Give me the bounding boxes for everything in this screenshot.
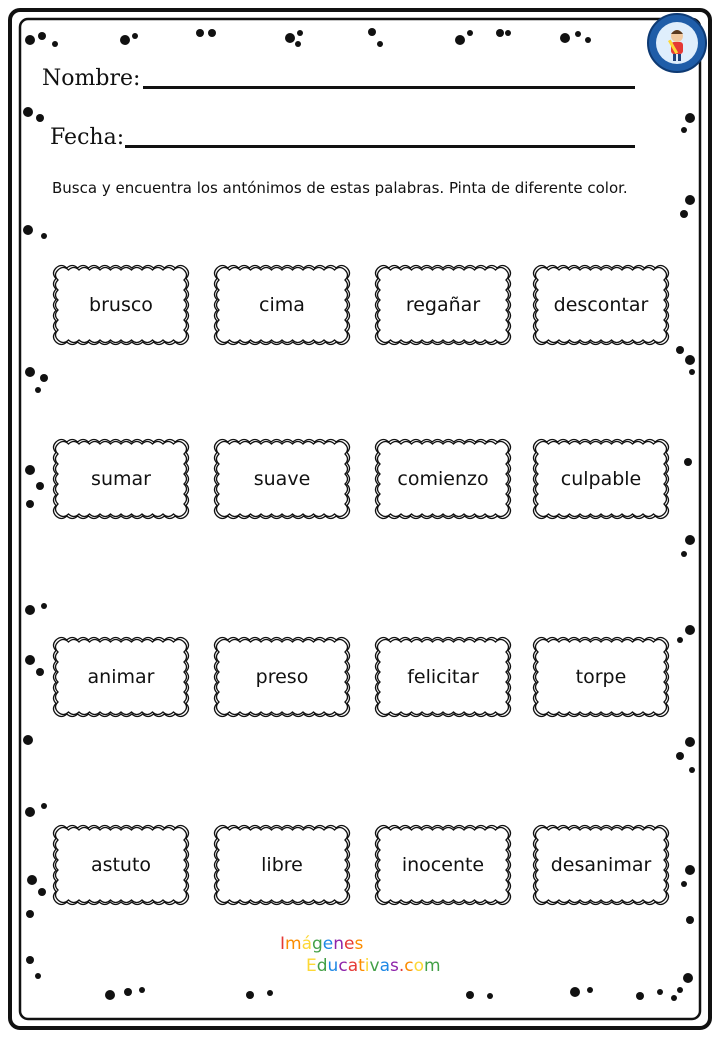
name-label: Nombre: [42, 66, 141, 91]
word-card[interactable] [50, 822, 192, 908]
instructions-text: Busca y encuentra los antónimos de estas palabras. Pinta de diferente color. [52, 179, 628, 197]
word-card[interactable] [50, 634, 192, 720]
brand-line-1: Imágenes [280, 934, 364, 954]
word-label: preso [255, 666, 309, 688]
brand-logo-text [280, 933, 480, 977]
word-card[interactable] [50, 262, 192, 348]
word-label: regañar [405, 294, 481, 316]
word-label: cima [259, 294, 305, 316]
word-label: astuto [90, 854, 152, 876]
word-label: comienzo [397, 468, 489, 490]
word-card[interactable] [211, 822, 353, 908]
word-label: libre [261, 854, 303, 876]
word-label: animar [87, 666, 155, 688]
word-card[interactable] [530, 822, 672, 908]
word-label: inocente [401, 854, 485, 876]
word-card[interactable] [372, 436, 514, 522]
word-card[interactable] [372, 634, 514, 720]
word-card[interactable] [530, 262, 672, 348]
word-label: sumar [91, 468, 151, 490]
boy-with-pencil-badge-icon [646, 12, 708, 74]
word-label: brusco [89, 294, 153, 316]
word-label: culpable [560, 468, 642, 490]
word-card[interactable] [211, 262, 353, 348]
name-line[interactable] [143, 86, 635, 89]
word-card[interactable] [211, 634, 353, 720]
date-line[interactable] [125, 145, 635, 148]
word-card[interactable] [372, 262, 514, 348]
word-label: suave [253, 468, 311, 490]
word-card[interactable] [50, 436, 192, 522]
brand-line-2: Educativas.com [306, 956, 441, 976]
date-label: Fecha: [50, 125, 125, 150]
word-card[interactable] [211, 436, 353, 522]
word-label: torpe [575, 666, 627, 688]
word-card[interactable] [530, 634, 672, 720]
word-card[interactable] [372, 822, 514, 908]
word-label: descontar [553, 294, 649, 316]
word-label: desanimar [550, 854, 652, 876]
word-label: felicitar [407, 666, 479, 688]
word-card[interactable] [530, 436, 672, 522]
